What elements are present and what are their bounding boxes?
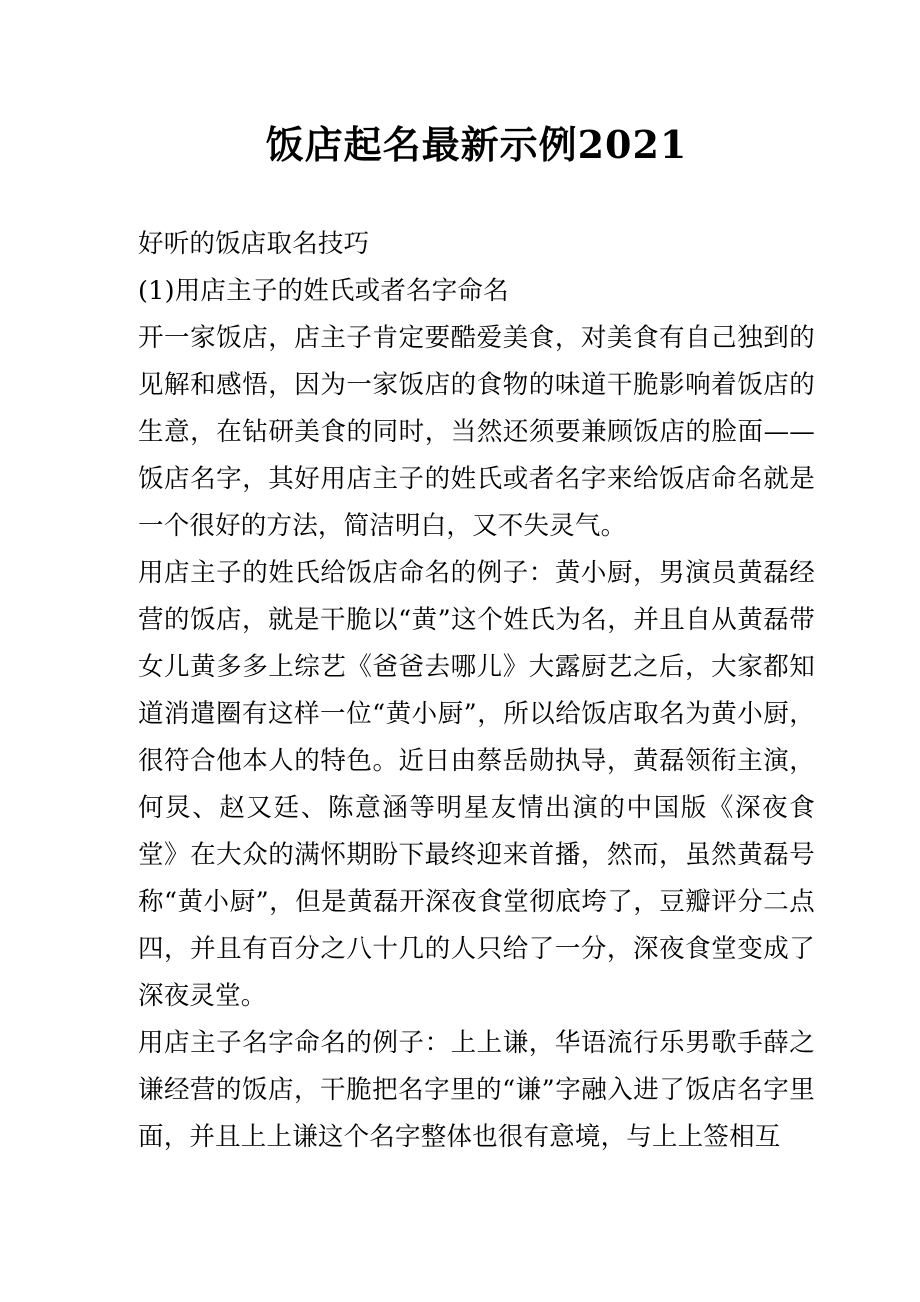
- paragraph-2: (1)用店主子的姓氏或者名字命名: [138, 276, 509, 307]
- document-body: [138, 221, 815, 1161]
- paragraph-3: 开一家饭店，店主子肯定要酷爱美食，对美食有自己独到的见解和感悟，因为一家饭店的食物的味道干脆影响着饭店的生意，在钻研美食的同时，当然还须要兼顾饭店的脸面——饭店名字，其好用店主子的姓氏或者名字来给饭店命名就是一个很好的方法，简洁明白，又不失灵气。: [138, 323, 815, 542]
- paragraph-5: 用店主子名字命名的例子：上上谦，华语流行乐男歌手薛之谦经营的饭店，干脆把名字里的“谦”字融入进了饭店名字里面，并且上上谦这个名字整体也很有意境，与上上签相互: [138, 1028, 815, 1153]
- page-title: 饭店起名最新示例2021: [265, 122, 688, 167]
- paragraph-1: 好听的饭店取名技巧: [138, 229, 370, 260]
- paragraph-4: 用店主子的姓氏给饭店命名的例子：黄小厨，男演员黄磊经营的饭店，就是干脆以“黄”这个姓氏为名，并且自从黄磊带女儿黄多多上综艺《爸爸去哪儿》大露厨艺之后，大家都知道消遣圈有这样一位“黄小厨”，所以给饭店取名为黄小厨，很符合他本人的特色。近日由蔡岳勋执导，黄磊领衔主演，何炅、赵又廷、陈意涵等明星友情出演的中国版《深夜食堂》在大众的满怀期盼下最终迎来首播，然而，虽然黄磊号称“黄小厨”，但是黄磊开深夜食堂彻底垮了，豆瓣评分二点四，并且有百分之八十几的人只给了一分，深夜食堂变成了深夜灵堂。: [138, 558, 815, 1012]
